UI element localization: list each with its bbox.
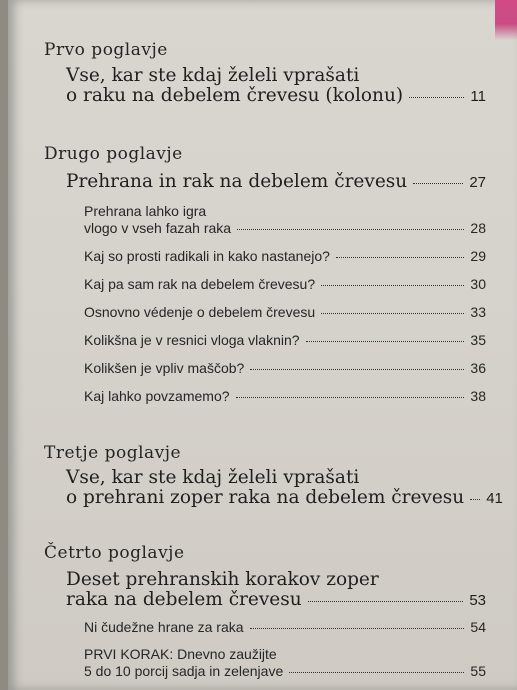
chapter-heading: Četrto poglavje	[44, 543, 185, 563]
toc-subentry-text: Ni čudežne hrane za raka	[84, 619, 244, 635]
leader-dots	[308, 601, 464, 602]
toc-subentry-text: Kolikšna je v resnici vloga vlaknin?	[84, 332, 300, 348]
chapter-heading: Drugo poglavje	[44, 144, 183, 164]
toc-subentry	[84, 360, 486, 377]
toc-subentry	[84, 332, 486, 349]
toc-subentry	[84, 646, 486, 680]
toc-entry-line1: Vse, kar ste kdaj želeli vprašati	[66, 65, 360, 86]
leader-dots	[470, 499, 480, 500]
leader-dots	[250, 369, 464, 370]
toc-subentry-text: Kaj so prosti radikali in kako nastanejo?	[84, 248, 330, 264]
toc-entry-line2: o raku na debelem črevesu (kolonu)	[66, 85, 404, 106]
page-number: 27	[469, 174, 486, 191]
toc-subentry	[84, 388, 486, 405]
toc-subentry	[84, 248, 486, 265]
chapter-heading: Prvo poglavje	[44, 40, 168, 60]
leader-dots	[237, 229, 464, 230]
toc-entry-text: Prehrana in rak na debelem črevesu	[66, 171, 408, 192]
leader-dots	[336, 257, 465, 258]
toc-entry-line2: raka na debelem črevesu	[66, 589, 302, 610]
toc-entry	[66, 66, 486, 107]
toc-subentry-line1: PRVI KORAK: Dnevno zaužijte	[84, 646, 277, 662]
leader-dots	[236, 397, 465, 398]
toc-entry-line1: Deset prehranskih korakov zoper	[66, 569, 379, 590]
book-page	[8, 0, 517, 690]
page-number: 35	[470, 332, 486, 348]
toc-subentry-text: Kolikšen je vpliv maščob?	[84, 360, 245, 376]
toc-subentry-text: Osnovno védenje o debelem črevesu	[84, 304, 316, 320]
chapter-heading: Tretje poglavje	[44, 443, 182, 463]
leader-dots	[321, 313, 464, 314]
leader-dots	[409, 97, 464, 98]
toc-subentry-text: Kaj pa sam rak na debelem črevesu?	[84, 276, 316, 292]
page-number: 33	[470, 304, 486, 320]
page-number: 41	[486, 490, 503, 507]
toc-subentry-text: Kaj lahko povzamemo?	[84, 388, 230, 404]
leader-dots	[306, 341, 465, 342]
leader-dots	[289, 672, 464, 673]
toc-subentry	[84, 619, 486, 636]
page-number: 55	[470, 663, 486, 679]
toc-entry	[66, 570, 486, 611]
page-number: 38	[470, 388, 486, 404]
page-number: 28	[470, 220, 486, 236]
leader-dots	[250, 628, 465, 629]
page-number: 30	[470, 276, 486, 292]
page-number: 54	[470, 619, 486, 635]
toc-entry	[66, 172, 486, 193]
page-number: 36	[470, 360, 486, 376]
toc-entry-line1: Vse, kar ste kdaj želeli vprašati	[66, 467, 360, 488]
toc-subentry	[84, 203, 486, 237]
toc-subentry	[84, 304, 486, 321]
toc-subentry-line1: Prehrana lahko igra	[84, 203, 207, 219]
toc-entry	[66, 467, 503, 509]
leader-dots	[321, 285, 464, 286]
page-number: 11	[470, 88, 486, 105]
toc-subentry	[84, 276, 486, 293]
page-number: 53	[469, 592, 486, 609]
pink-tab	[495, 0, 517, 40]
toc-subentry-line2: 5 do 10 porcij sadja in zelenjave	[84, 663, 284, 679]
toc-subentry-line2: vlogo v vseh fazah raka	[84, 220, 232, 236]
toc-entry-line2: o prehrani zoper raka na debelem črevesu	[66, 487, 465, 508]
leader-dots	[413, 183, 463, 184]
page-number: 29	[470, 248, 486, 264]
